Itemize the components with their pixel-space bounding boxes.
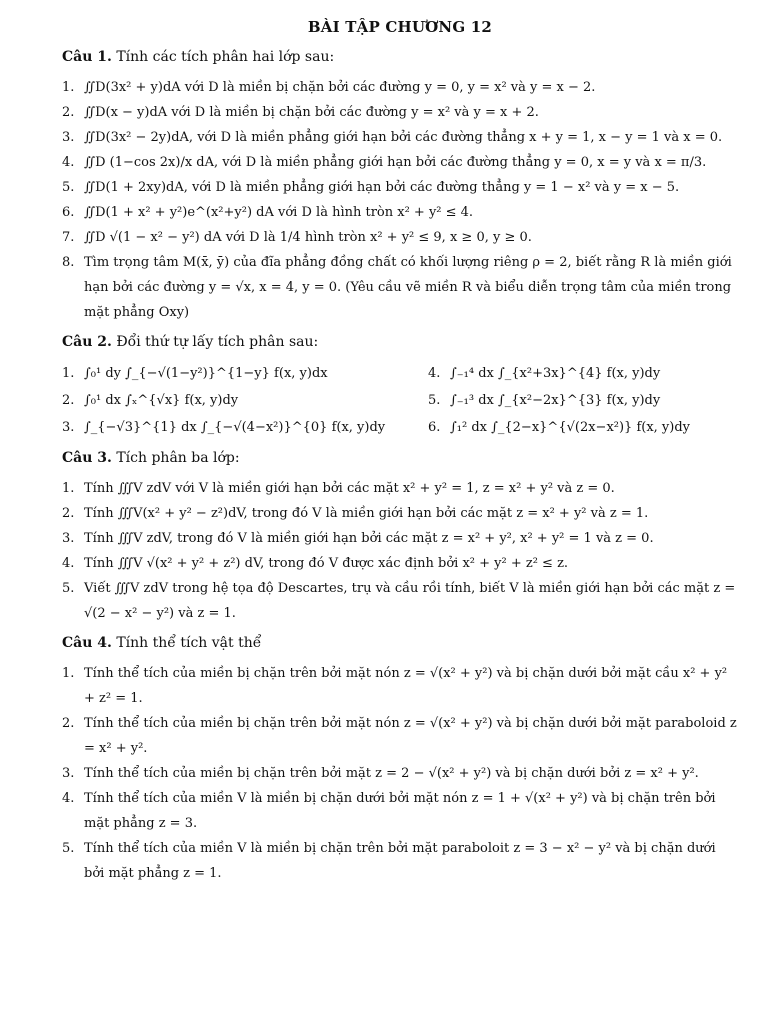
exercise-item <box>62 387 422 414</box>
exercise-number: 2. <box>62 506 75 521</box>
exercise-number: 2. <box>62 105 75 120</box>
section-label: Câu 2. <box>62 334 112 350</box>
exercise-text: Viết ∭V zdV trong hệ tọa độ Descartes, trụ và cầu rồi tính, biết V là miền giới hạn bởi các mặt z = √(2 − x² − y²) và z = 1. <box>84 581 736 621</box>
exercise-text: Tính thể tích của miền V là miền bị chặn trên bởi mặt paraboloit z = 3 − x² − y² và bị chặn dưới bởi mặt phẳng z = 1. <box>84 841 716 881</box>
exercise-text: ∫₀¹ dy ∫_{−√(1−y²)}^{1−y} f(x, y)dx <box>84 366 328 381</box>
exercise-number: 7. <box>62 230 75 245</box>
section-cau-2 <box>62 333 738 441</box>
exercise-number: 2. <box>62 716 75 731</box>
exercise-item <box>62 711 738 761</box>
exercise-item <box>62 150 738 175</box>
exercise-text: Tính ∭V zdV với V là miền giới hạn bởi các mặt x² + y² = 1, z = x² + y² và z = 0. <box>84 481 615 496</box>
exercise-text: ∬D (1−cos 2x)/x dA, với D là miền phẳng giới hạn bởi các đường thẳng y = 0, x = y và x = π/3. <box>84 155 707 170</box>
exercise-number: 3. <box>62 420 75 435</box>
exercise-number: 1. <box>62 666 75 681</box>
section-label: Câu 1. <box>62 49 112 65</box>
exercise-text: Tính thể tích của miền V là miền bị chặn dưới bởi mặt nón z = 1 + √(x² + y²) và bị chặn trên bởi mặt phẳng z = 3. <box>84 791 716 831</box>
exercise-number: 3. <box>62 130 75 145</box>
exercise-text: ∬D(x − y)dA với D là miền bị chặn bởi các đường y = x² và y = x + 2. <box>84 105 539 120</box>
section-heading-text: Đổi thứ tự lấy tích phân sau: <box>116 334 319 350</box>
exercise-text: ∫₁² dx ∫_{2−x}^{√(2x−x²)} f(x, y)dy <box>450 420 691 435</box>
exercise-number: 6. <box>62 205 75 220</box>
exercise-number: 1. <box>62 80 75 95</box>
exercise-text: ∫_{−√3}^{1} dx ∫_{−√(4−x²)}^{0} f(x, y)dy <box>84 420 386 435</box>
exercise-number: 8. <box>62 255 75 270</box>
exercise-text: ∬D(3x² − 2y)dA, với D là miền phẳng giới hạn bởi các đường thẳng x + y = 1, x − y = 1 và x = 0. <box>84 130 723 145</box>
exercise-text: Tính ∭V zdV, trong đó V là miền giới hạn bởi các mặt z = x² + y², x² + y² = 1 và z = 0. <box>84 531 654 546</box>
section-label: Câu 3. <box>62 450 112 466</box>
exercise-item <box>62 75 738 100</box>
exercise-item <box>62 501 738 526</box>
section-heading-text: Tích phân ba lớp: <box>116 450 240 466</box>
section-heading <box>62 634 738 653</box>
section-cau-3 <box>62 449 738 626</box>
exercise-number: 5. <box>428 393 441 408</box>
document-title: BÀI TẬP CHƯƠNG 12 <box>307 18 493 36</box>
exercise-text: ∬D(1 + x² + y²)e^(x²+y²) dA với D là hình tròn x² + y² ≤ 4. <box>84 205 474 220</box>
exercise-item <box>62 526 738 551</box>
exercise-item <box>62 360 422 387</box>
exercise-item <box>62 576 738 626</box>
exercise-number: 4. <box>62 791 75 806</box>
exercise-text: Tính thể tích của miền bị chặn trên bởi mặt nón z = √(x² + y²) và bị chặn dưới bởi mặt paraboloid z = x² + y². <box>84 716 737 756</box>
exercise-list <box>62 661 738 886</box>
exercise-text: Tính thể tích của miền bị chặn trên bởi mặt z = 2 − √(x² + y²) và bị chặn dưới bởi z = x² + y². <box>84 766 699 781</box>
exercise-item <box>62 661 738 711</box>
exercise-text: Tính thể tích của miền bị chặn trên bởi mặt nón z = √(x² + y²) và bị chặn dưới bởi mặt cầu x² + y² + z² = 1. <box>84 666 728 706</box>
exercise-text: ∫₋₁³ dx ∫_{x²−2x}^{3} f(x, y)dy <box>450 393 661 408</box>
exercise-item <box>62 414 422 441</box>
exercise-number: 5. <box>62 180 75 195</box>
exercise-list <box>62 75 738 325</box>
exercise-number: 5. <box>62 581 75 596</box>
exercise-item <box>62 836 738 886</box>
exercise-number: 4. <box>62 556 75 571</box>
exercise-number: 3. <box>62 766 75 781</box>
section-heading-text: Tính thể tích vật thể <box>116 635 262 651</box>
exercise-number: 4. <box>428 366 441 381</box>
section-heading-text: Tính các tích phân hai lớp sau: <box>116 49 335 65</box>
exercise-list <box>62 476 738 626</box>
exercise-item <box>62 100 738 125</box>
section-heading <box>62 48 738 67</box>
section-heading <box>62 449 738 468</box>
section-label: Câu 4. <box>62 635 112 651</box>
exercise-item <box>428 387 738 414</box>
exercise-item <box>62 225 738 250</box>
exercise-text: Tìm trọng tâm M(x̄, ȳ) của đĩa phẳng đồng chất có khối lượng riêng ρ = 2, biết rằng R là miền giới hạn bởi các đường y = √x, x = 4, y = 0. (Yêu cầu vẽ miền R và biểu diễn trọng tâm của miền trong mặt phẳng Oxy) <box>84 255 732 320</box>
exercise-item <box>428 360 738 387</box>
section-cau-1 <box>62 48 738 325</box>
exercise-text: ∬D √(1 − x² − y²) dA với D là 1/4 hình tròn x² + y² ≤ 9, x ≥ 0, y ≥ 0. <box>84 230 532 245</box>
exercise-text: ∫₀¹ dx ∫ₓ^{√x} f(x, y)dy <box>84 393 239 408</box>
section-cau-4 <box>62 634 738 886</box>
exercise-grid <box>62 360 738 441</box>
exercise-number: 4. <box>62 155 75 170</box>
section-heading <box>62 333 738 352</box>
exercise-text: Tính ∭V(x² + y² − z²)dV, trong đó V là miền giới hạn bởi các mặt z = x² + y² và z = 1. <box>84 506 649 521</box>
exercise-number: 5. <box>62 841 75 856</box>
exercise-text: ∬D(1 + 2xy)dA, với D là miền phẳng giới hạn bởi các đường thẳng y = 1 − x² và y = x − 5. <box>84 180 680 195</box>
sections-container <box>62 48 738 886</box>
exercise-number: 3. <box>62 531 75 546</box>
exercise-item <box>62 250 738 325</box>
exercise-text: ∫₋₁⁴ dx ∫_{x²+3x}^{4} f(x, y)dy <box>450 366 661 381</box>
exercise-item <box>428 414 738 441</box>
exercise-item <box>62 476 738 501</box>
exercise-text: Tính ∭V √(x² + y² + z²) dV, trong đó V được xác định bởi x² + y² + z² ≤ z. <box>84 556 569 571</box>
exercise-number: 1. <box>62 366 75 381</box>
exercise-number: 1. <box>62 481 75 496</box>
exercise-item <box>62 551 738 576</box>
exercise-item <box>62 175 738 200</box>
exercise-item <box>62 125 738 150</box>
exercise-number: 6. <box>428 420 441 435</box>
exercise-item <box>62 200 738 225</box>
exercise-item <box>62 786 738 836</box>
exercise-number: 2. <box>62 393 75 408</box>
exercise-text: ∬D(3x² + y)dA với D là miền bị chặn bởi các đường y = 0, y = x² và y = x − 2. <box>84 80 596 95</box>
exercise-item <box>62 761 738 786</box>
